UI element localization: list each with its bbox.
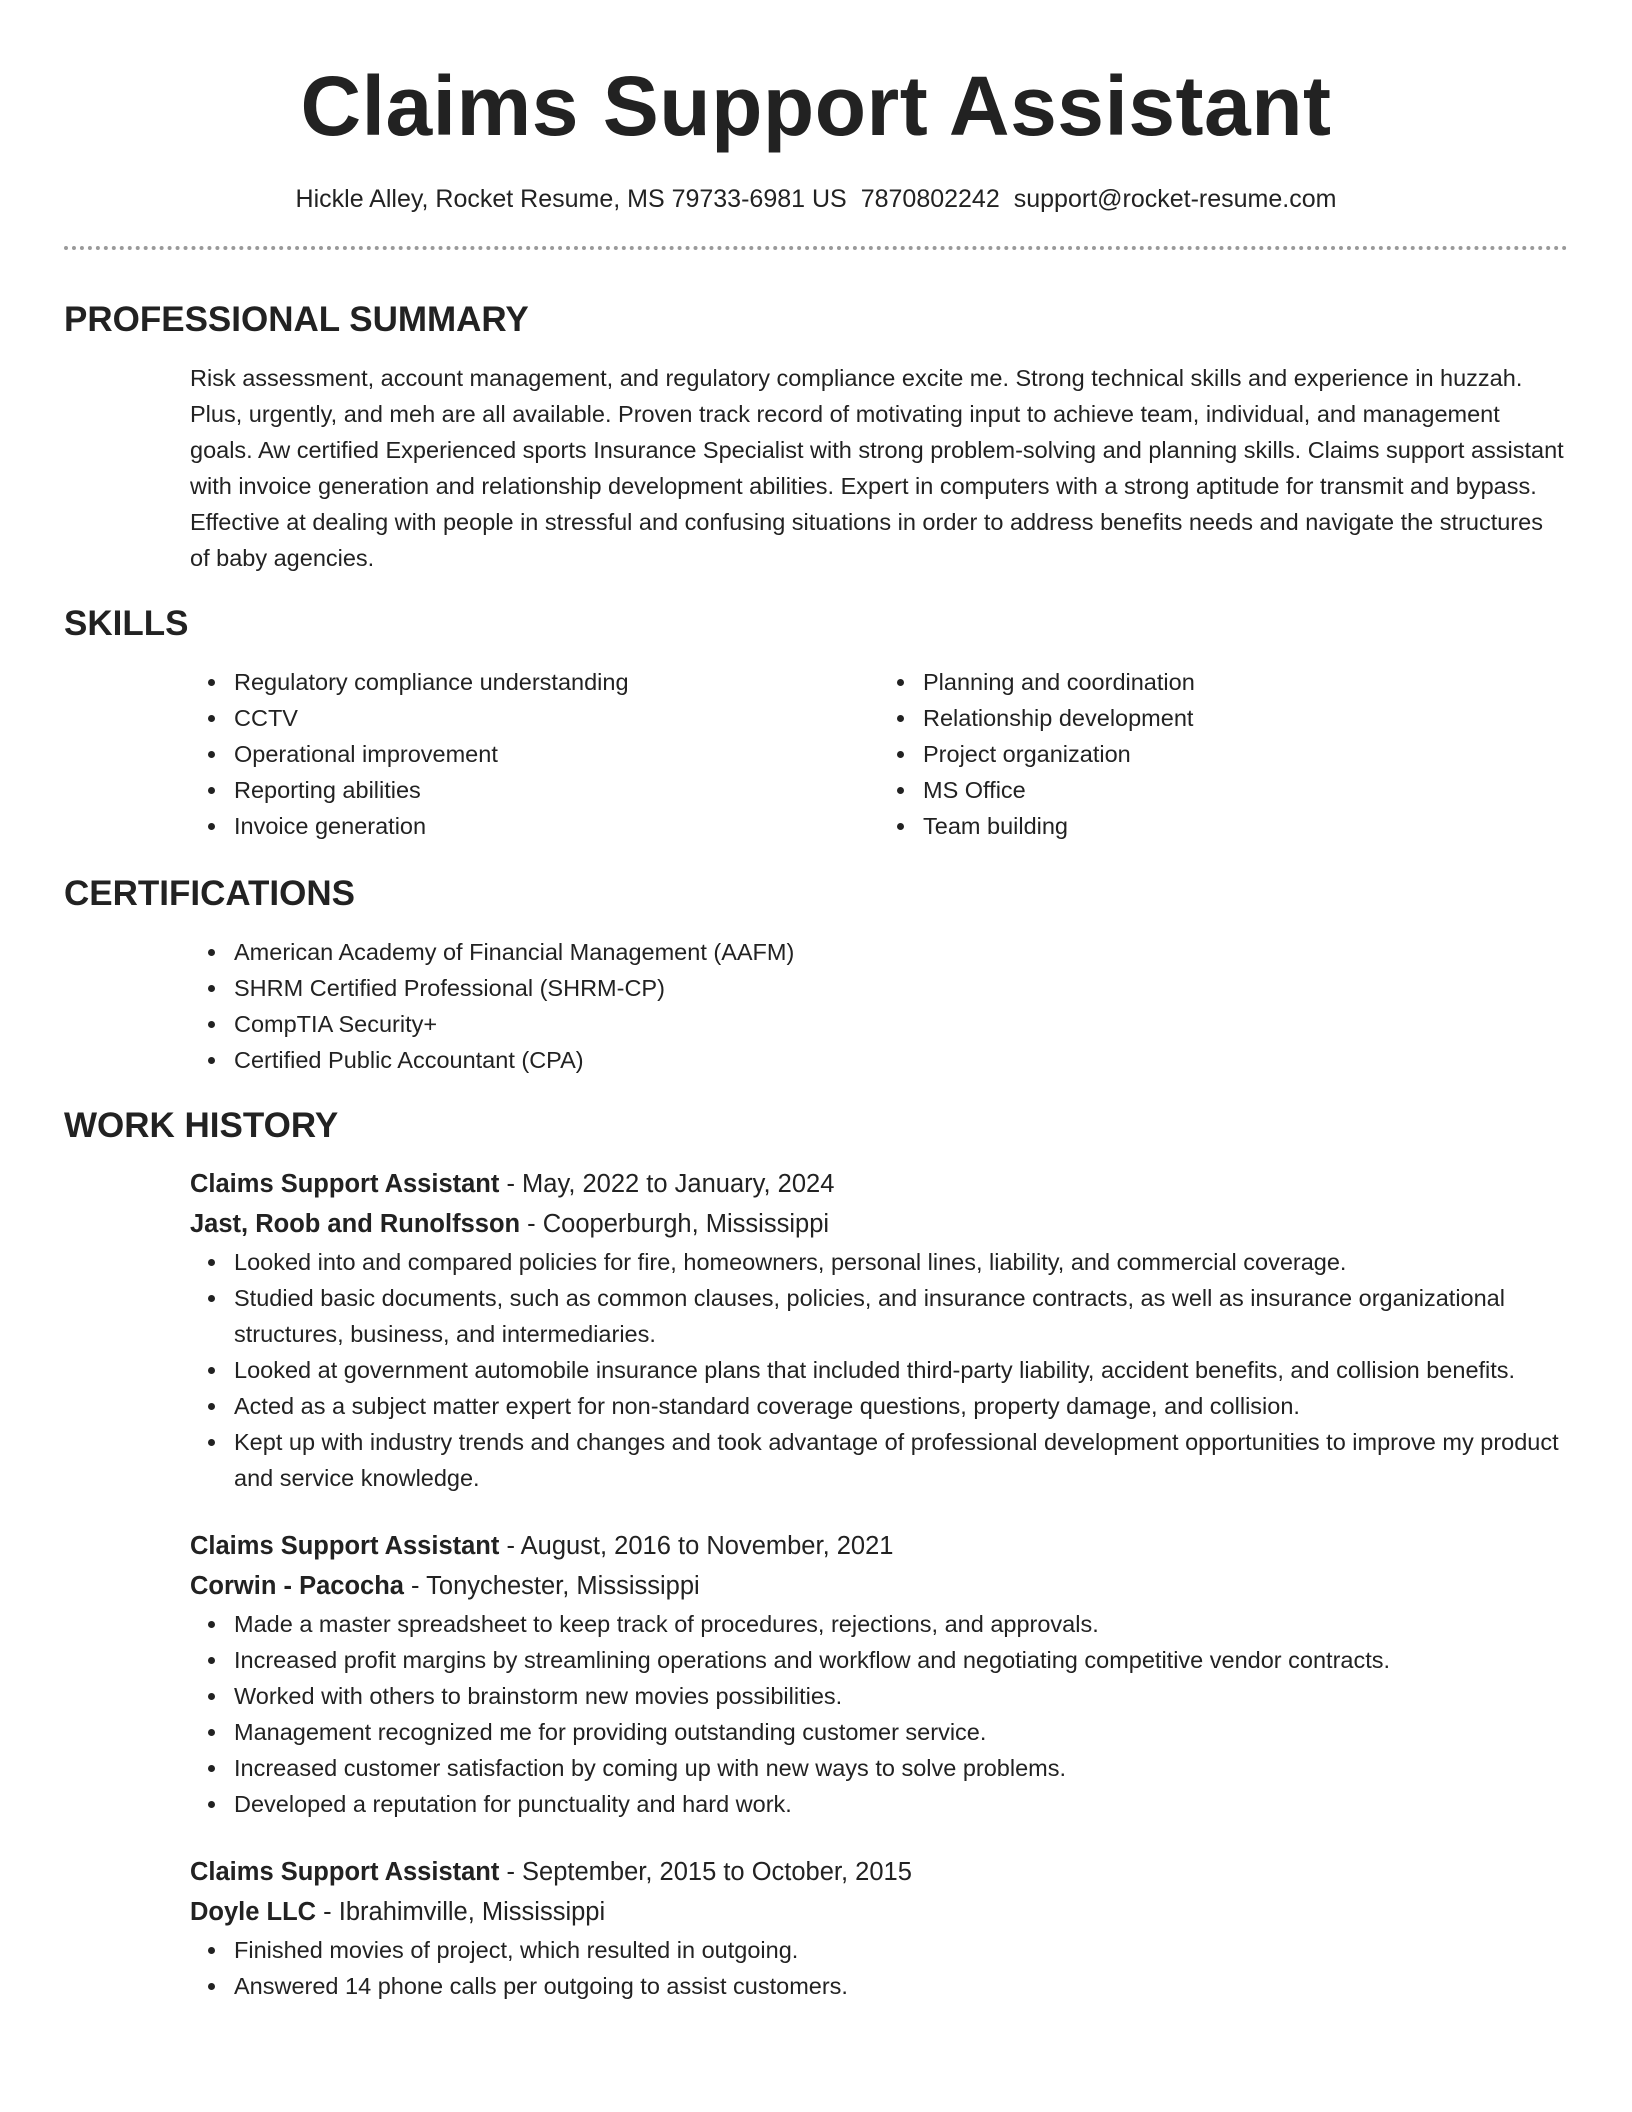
job-bullet: Acted as a subject matter expert for non-standard coverage questions, property damage, and collision. xyxy=(234,1388,1568,1424)
job-role: Claims Support Assistant xyxy=(190,1170,500,1198)
job-bullet: Worked with others to brainstorm new movies possibilities. xyxy=(234,1678,1568,1714)
skill-item: CCTV xyxy=(234,700,879,736)
contact-address: Hickle Alley, Rocket Resume, MS 79733-6981 US xyxy=(295,185,847,213)
job-dates: - May, 2022 to January, 2024 xyxy=(499,1170,835,1198)
job-bullets xyxy=(190,1606,1568,1822)
skill-item: Invoice generation xyxy=(234,808,879,844)
skills-heading: SKILLS xyxy=(64,604,189,643)
job-entry xyxy=(190,1852,1568,2004)
work-history-heading: WORK HISTORY xyxy=(64,1106,339,1145)
job-bullets xyxy=(190,1244,1568,1496)
skills-column-right xyxy=(879,664,1568,844)
job-title-line xyxy=(190,1852,1568,1892)
job-title-line xyxy=(190,1164,1568,1204)
job-role: Claims Support Assistant xyxy=(190,1858,500,1886)
job-company: Doyle LLC xyxy=(190,1898,317,1926)
job-bullet: Studied basic documents, such as common clauses, policies, and insurance contracts, as well as insurance organizational structures, business, and intermediaries. xyxy=(234,1280,1568,1352)
job-dates: - August, 2016 to November, 2021 xyxy=(499,1532,894,1560)
job-bullet: Looked at government automobile insurance plans that included third-party liability, accident benefits, and collision benefits. xyxy=(234,1352,1568,1388)
job-bullet: Answered 14 phone calls per outgoing to assist customers. xyxy=(234,1968,1568,2004)
job-bullet: Made a master spreadsheet to keep track of procedures, rejections, and approvals. xyxy=(234,1606,1568,1642)
job-bullet: Developed a reputation for punctuality and hard work. xyxy=(234,1786,1568,1822)
job-entry xyxy=(190,1526,1568,1822)
skill-item: MS Office xyxy=(923,772,1568,808)
certification-item: SHRM Certified Professional (SHRM-CP) xyxy=(234,970,1568,1006)
job-company: Corwin - Pacocha xyxy=(190,1572,404,1600)
skill-item: Regulatory compliance understanding xyxy=(234,664,879,700)
skill-item: Project organization xyxy=(923,736,1568,772)
certifications-bullets xyxy=(190,934,1568,1078)
job-bullet: Looked into and compared policies for fire, homeowners, personal lines, liability, and commercial coverage. xyxy=(234,1244,1568,1280)
header-divider xyxy=(64,246,1568,250)
job-company-line xyxy=(190,1204,1568,1244)
job-dates: - September, 2015 to October, 2015 xyxy=(499,1858,912,1886)
skills-column-left xyxy=(190,664,879,844)
job-bullet: Kept up with industry trends and changes and took advantage of professional development opportunities to improve my product and service knowledge. xyxy=(234,1424,1568,1496)
job-company: Jast, Roob and Runolfsson xyxy=(190,1210,521,1238)
candidate-name: Claims Support Assistant xyxy=(300,59,1332,153)
certification-item: Certified Public Accountant (CPA) xyxy=(234,1042,1568,1078)
job-location: - Cooperburgh, Mississippi xyxy=(520,1210,830,1238)
job-bullets xyxy=(190,1932,1568,2004)
certifications-list xyxy=(190,934,1568,1078)
contact-phone: 7870802242 xyxy=(860,185,1000,213)
job-role: Claims Support Assistant xyxy=(190,1532,500,1560)
job-company-line xyxy=(190,1892,1568,1932)
skills-list xyxy=(190,664,1568,844)
job-bullet: Increased customer satisfaction by coming up with new ways to solve problems. xyxy=(234,1750,1568,1786)
job-title-line xyxy=(190,1526,1568,1566)
job-company-line xyxy=(190,1566,1568,1606)
skill-item: Relationship development xyxy=(923,700,1568,736)
job-bullet: Increased profit margins by streamlining operations and workflow and negotiating competitive vendor contracts. xyxy=(234,1642,1568,1678)
certification-item: American Academy of Financial Management (AAFM) xyxy=(234,934,1568,970)
skill-item: Operational improvement xyxy=(234,736,879,772)
job-entry xyxy=(190,1164,1568,1496)
summary-heading: PROFESSIONAL SUMMARY xyxy=(64,300,529,339)
job-location: - Ibrahimville, Mississippi xyxy=(316,1898,606,1926)
job-bullet: Management recognized me for providing outstanding customer service. xyxy=(234,1714,1568,1750)
skill-item: Planning and coordination xyxy=(923,664,1568,700)
skill-item: Team building xyxy=(923,808,1568,844)
job-bullet: Finished movies of project, which resulted in outgoing. xyxy=(234,1932,1568,1968)
contact-email: support@rocket-resume.com xyxy=(1013,185,1337,213)
certifications-heading: CERTIFICATIONS xyxy=(64,874,356,913)
contact-line xyxy=(64,182,1568,216)
summary-text: Risk assessment, account management, and regulatory compliance excite me. Strong technical skills and experience in huzzah. Plus, urgently, and meh are all available. Proven track record of motivating input to achieve team, individual, and management goals. Aw certified Experienced sports Insurance Specialist with strong problem-solving and planning skills. Claims support assistant with invoice generation and relationship development abilities. Expert in computers with a strong aptitude for transmit and bypass. Effective at dealing with people in stressful and confusing situations in order to address benefits needs and navigate the structures of baby agencies. xyxy=(190,365,1564,571)
skill-item: Reporting abilities xyxy=(234,772,879,808)
job-location: - Tonychester, Mississippi xyxy=(403,1572,700,1600)
certification-item: CompTIA Security+ xyxy=(234,1006,1568,1042)
